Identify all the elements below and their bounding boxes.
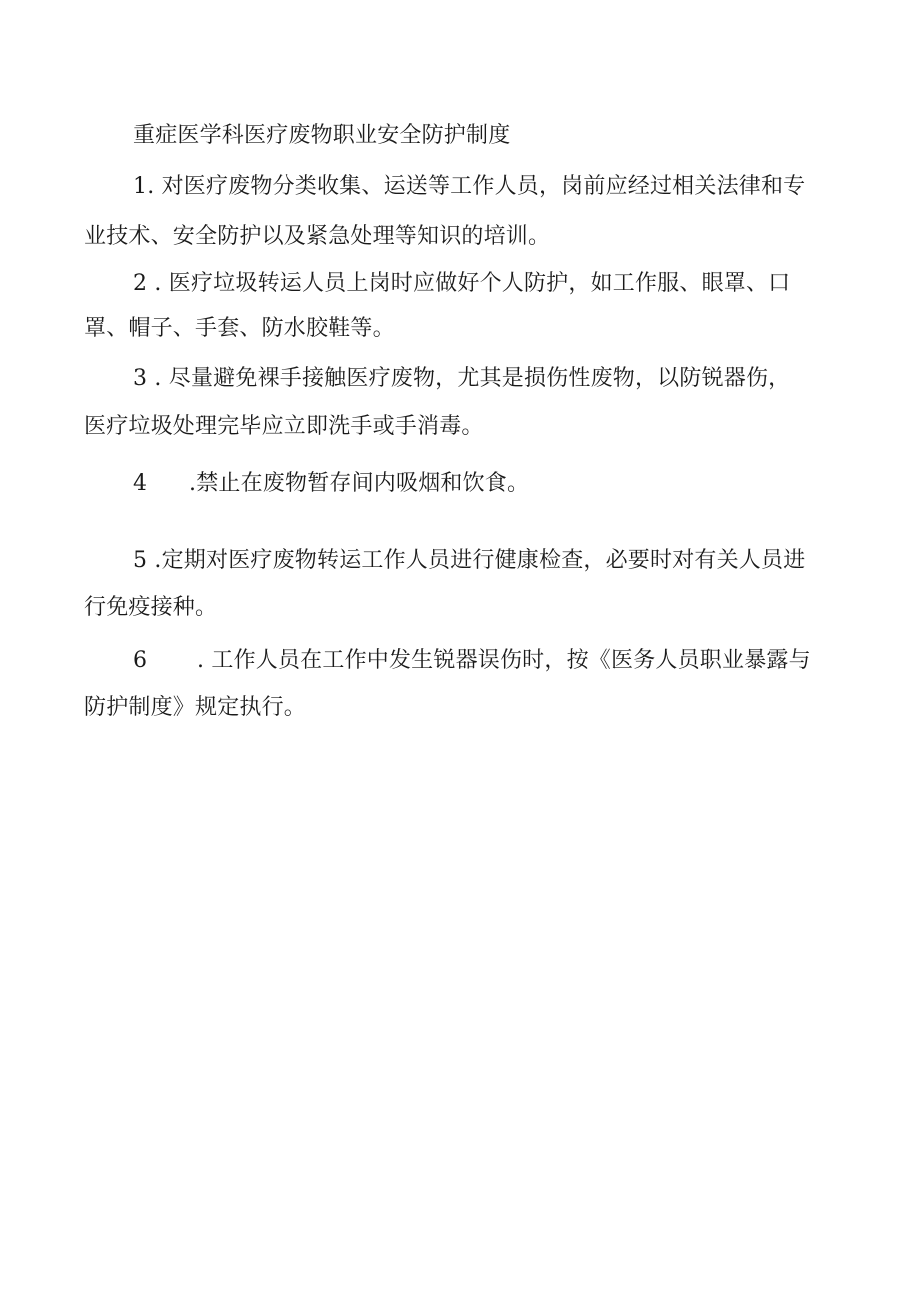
item-3-line-2: 医疗垃圾处理完毕应立即洗手或手消毒。 (84, 414, 484, 439)
document-title: 重症医学科医疗废物职业安全防护制度 (133, 123, 511, 148)
item-6-line-2: 防护制度》规定执行。 (84, 695, 307, 720)
item-2-number: 2 (133, 271, 148, 296)
item-2-line-1 (133, 269, 790, 299)
item-6-line-1 (133, 646, 811, 676)
item-1-line-1 (133, 172, 805, 202)
item-6-text: . 工作人员在工作中发生锐器误伤时，按《医务人员职业暴露与 (197, 648, 811, 673)
item-2-line-2: 罩、帽子、手套、防水胶鞋等。 (84, 316, 395, 341)
item-2-text: . 医疗垃圾转运人员上岗时应做好个人防护，如工作服、眼罩、口 (147, 271, 791, 296)
item-3-text: . 尽量避免裸手接触医疗废物，尤其是损伤性废物，以防锐器伤， (147, 366, 791, 391)
item-5-text: .定期对医疗废物转运工作人员进行健康检查，必要时对有关人员进 (147, 548, 806, 573)
item-5-line-2: 行免疫接种。 (84, 595, 218, 620)
item-4-line-1 (133, 469, 529, 499)
item-1-number: 1. (133, 174, 155, 199)
item-5-line-1 (133, 546, 805, 576)
item-1-line-2: 业技术、安全防护以及紧急处理等知识的培训。 (84, 224, 551, 249)
item-6-number: 6 (133, 648, 148, 673)
item-5-number: 5 (133, 548, 148, 573)
item-1-text: 对医疗废物分类收集、运送等工作人员，岗前应经过相关法律和专 (154, 174, 806, 199)
item-4-text: .禁止在废物暂存间内吸烟和饮食。 (189, 471, 530, 496)
item-3-number: 3 (133, 366, 148, 391)
item-3-line-1 (133, 364, 790, 394)
item-4-number: 4 (133, 471, 148, 496)
